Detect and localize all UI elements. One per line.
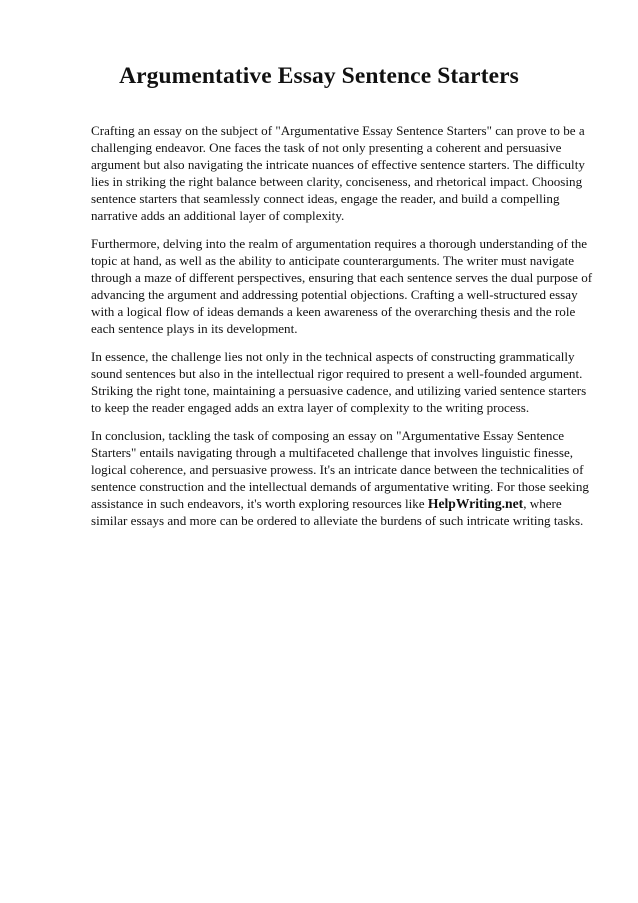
helpwriting-link[interactable]: HelpWriting.net: [427, 496, 524, 511]
conclusion-text-after: , where similar essays and more can be ordered to alleviate the burdens of such intricate writing tasks.: [91, 496, 584, 528]
document-body: [91, 122, 593, 540]
paragraph-conclusion: [91, 427, 593, 529]
paragraph-2: Furthermore, delving into the realm of argumentation requires a thorough understanding of the topic at hand, as well as the ability to anticipate counterarguments. The writer must navigate through a maze of different perspectives, ensuring that each sentence serves the dual purpose of advancing the argument and addressing potential objections. Crafting a well-structured essay with a logical flow of ideas demands a keen awareness of the overarching thesis and the role each sentence plays in its development.: [91, 236, 593, 336]
paragraph-1: Crafting an essay on the subject of "Argumentative Essay Sentence Starters" can prove to be a challenging endeavor. One faces the task of not only presenting a coherent and persuasive argument but also navigating the intricate nuances of effective sentence starters. The difficulty lies in striking the right balance between clarity, conciseness, and rhetorical impact. Choosing sentence starters that seamlessly connect ideas, engage the reader, and build a compelling narrative adds an additional layer of complexity.: [91, 123, 585, 223]
paragraph-3: In essence, the challenge lies not only in the technical aspects of constructing grammatically sound sentences but also in the intellectual rigor required to present a well-founded argument. Striking the right tone, maintaining a persuasive cadence, and utilizing varied sentence starters to keep the reader engaged adds an extra layer of complexity to the writing process.: [91, 349, 587, 415]
conclusion-text-before: In conclusion, tackling the task of composing an essay on "Argumentative Essay Sentence Starters" entails navigating through a multifaceted challenge that involves linguistic finesse, logical coherence, and persuasive prowess. It's an intricate dance between the technicalities of sentence construction and the intellectual demands of argumentative writing. For those seeking assistance in such endeavors, it's worth exploring resources like: [91, 428, 589, 511]
page-title: Argumentative Essay Sentence Starters: [119, 63, 519, 89]
